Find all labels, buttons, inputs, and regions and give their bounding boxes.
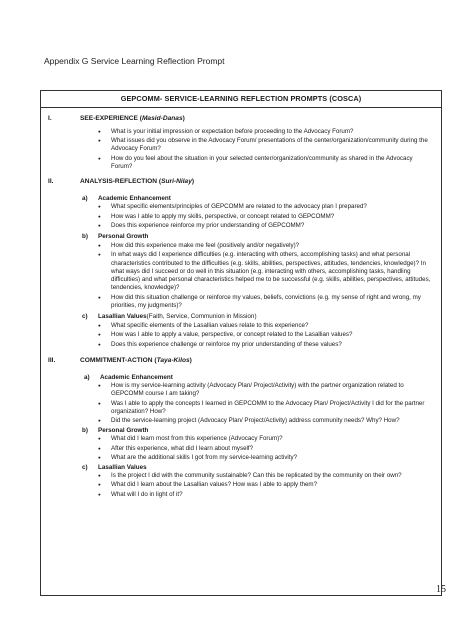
subsection-personal-growth bbox=[48, 427, 433, 463]
list-item: ● Did the service-learning project (Advocacy Plan/ Project/Activity) address community needs? Why? How? bbox=[48, 417, 433, 425]
list-item: ● How was I able to apply my skills, perspective, or concept related to GEPCOMM? bbox=[48, 213, 433, 221]
list-item: ● After this experience, what did I learn about myself? bbox=[48, 445, 433, 453]
section-heading bbox=[48, 178, 433, 187]
section-number: III. bbox=[48, 357, 56, 365]
subsection-heading: a) Academic Enhancement bbox=[82, 194, 171, 202]
list-item: ● What did I learn about the Lasallian values? How was I able to apply them? bbox=[48, 481, 433, 489]
list-item: ● How do you feel about the situation in your selected center/organization/community as shared in the Advocacy Forum? bbox=[48, 155, 433, 172]
section-number: II. bbox=[48, 178, 54, 186]
subsection-academic-enhancement bbox=[48, 195, 433, 231]
list-item: ● What did I learn most from this experience (Advocacy Forum)? bbox=[48, 435, 433, 443]
section-commitment-action bbox=[48, 357, 433, 499]
list-item: ● Is the project I did with the community sustainable? Can this be replicated by the community on their own? bbox=[48, 472, 433, 480]
bullet-list bbox=[48, 242, 433, 311]
list-item: ● How was I able to apply a value, perspective, or concept related to the Lasallian values? bbox=[48, 331, 433, 339]
list-item: ● How did this situation challenge or reinforce my values, beliefs, convictions (e.g. my sense of right and wrong, my priorities, my judgments)? bbox=[48, 294, 433, 311]
subsection-heading: c) Lasallian Values bbox=[82, 463, 147, 471]
bullet-list bbox=[48, 128, 433, 172]
list-item: ● How did this experience make me feel (positively and/or negatively)? bbox=[48, 242, 433, 250]
bullet-list bbox=[48, 435, 433, 462]
bullet-list bbox=[48, 322, 433, 349]
subsection-heading: b) Personal Growth bbox=[82, 233, 149, 241]
table-title: GEPCOMM- SERVICE-LEARNING REFLECTION PROMPTS (COSCA) bbox=[41, 91, 441, 108]
subsection-academic-enhancement bbox=[48, 374, 433, 426]
list-item: ● What specific elements of the Lasallian values relate to this experience? bbox=[48, 322, 433, 330]
bullet-list bbox=[48, 203, 433, 230]
section-analysis-reflection bbox=[48, 178, 433, 349]
list-item: ● In what ways did I experience difficulties (e.g. interacting with others, accomplishing tasks) and what personal characteristics contributed to the difficulties (e.g. skills, abilities, perspectives, attitudes, tendencies, knowledge)? In what ways did I succeed or do well in this situation (e.g. interacting with others, accomplishing tasks, handling difficulties) and what personal characteristics helped me to be successful (e.g. skills, abilities, perspectives, attitudes, tendencies, knowledge)? bbox=[48, 251, 433, 292]
list-item: ● What is your initial impression or expectation before proceeding to the Advocacy Forum? bbox=[48, 128, 433, 136]
bullet-list bbox=[48, 382, 433, 426]
subsection-lasallian-values bbox=[48, 464, 433, 500]
list-item: ● How is my service-learning activity (Advocacy Plan/ Project/Activity) with the partner organization related to GEPCOMM course I am taking? bbox=[48, 382, 433, 399]
section-number: I. bbox=[48, 115, 52, 122]
list-item: ● What will I do in light of it? bbox=[48, 491, 433, 499]
section-title: SEE-EXPERIENCE (Masid-Danas) bbox=[80, 115, 185, 122]
list-item: ● Does this experience challenge or reinforce my prior understanding of these values? bbox=[48, 341, 433, 349]
section-see-experience bbox=[48, 115, 433, 171]
appendix-title: Appendix G Service Learning Reflection Prompt bbox=[44, 56, 225, 66]
section-heading bbox=[48, 357, 433, 366]
subsection-lasallian-values bbox=[48, 313, 433, 349]
reflection-prompts-table bbox=[40, 90, 442, 596]
page-number: 15 bbox=[436, 584, 446, 595]
section-heading bbox=[48, 115, 433, 124]
subsection-heading: c) Lasallian Values (Faith, Service, Communion in Mission) bbox=[82, 313, 257, 321]
list-item: ● Was I able to apply the concepts I learned in GEPCOMM to the Advocacy Plan/ Project/Activity I did for the partner organization? How? bbox=[48, 400, 433, 417]
list-item: ● What issues did you observe in the Advocacy Forum/ presentations of the center/organization/community during the Advocacy Forum? bbox=[48, 137, 433, 154]
subsection-heading: b) Personal Growth bbox=[82, 426, 149, 434]
table-body bbox=[41, 108, 441, 499]
subsection-personal-growth bbox=[48, 233, 433, 310]
list-item: ● Does this experience reinforce my prior understanding of GEPCOMM? bbox=[48, 222, 433, 230]
section-title: ANALYSIS-REFLECTION (Suri-Nilay) bbox=[80, 178, 195, 186]
subsection-heading: a) Academic Enhancement bbox=[84, 373, 173, 381]
section-title: COMMITMENT-ACTION (Taya-Kilos) bbox=[80, 357, 192, 365]
list-item: ● What are the additional skills I got from my service-learning activity? bbox=[48, 454, 433, 462]
bullet-list bbox=[48, 472, 433, 499]
list-item: ● What specific elements/principles of GEPCOMM are related to the advocacy plan I prepared? bbox=[48, 203, 433, 211]
